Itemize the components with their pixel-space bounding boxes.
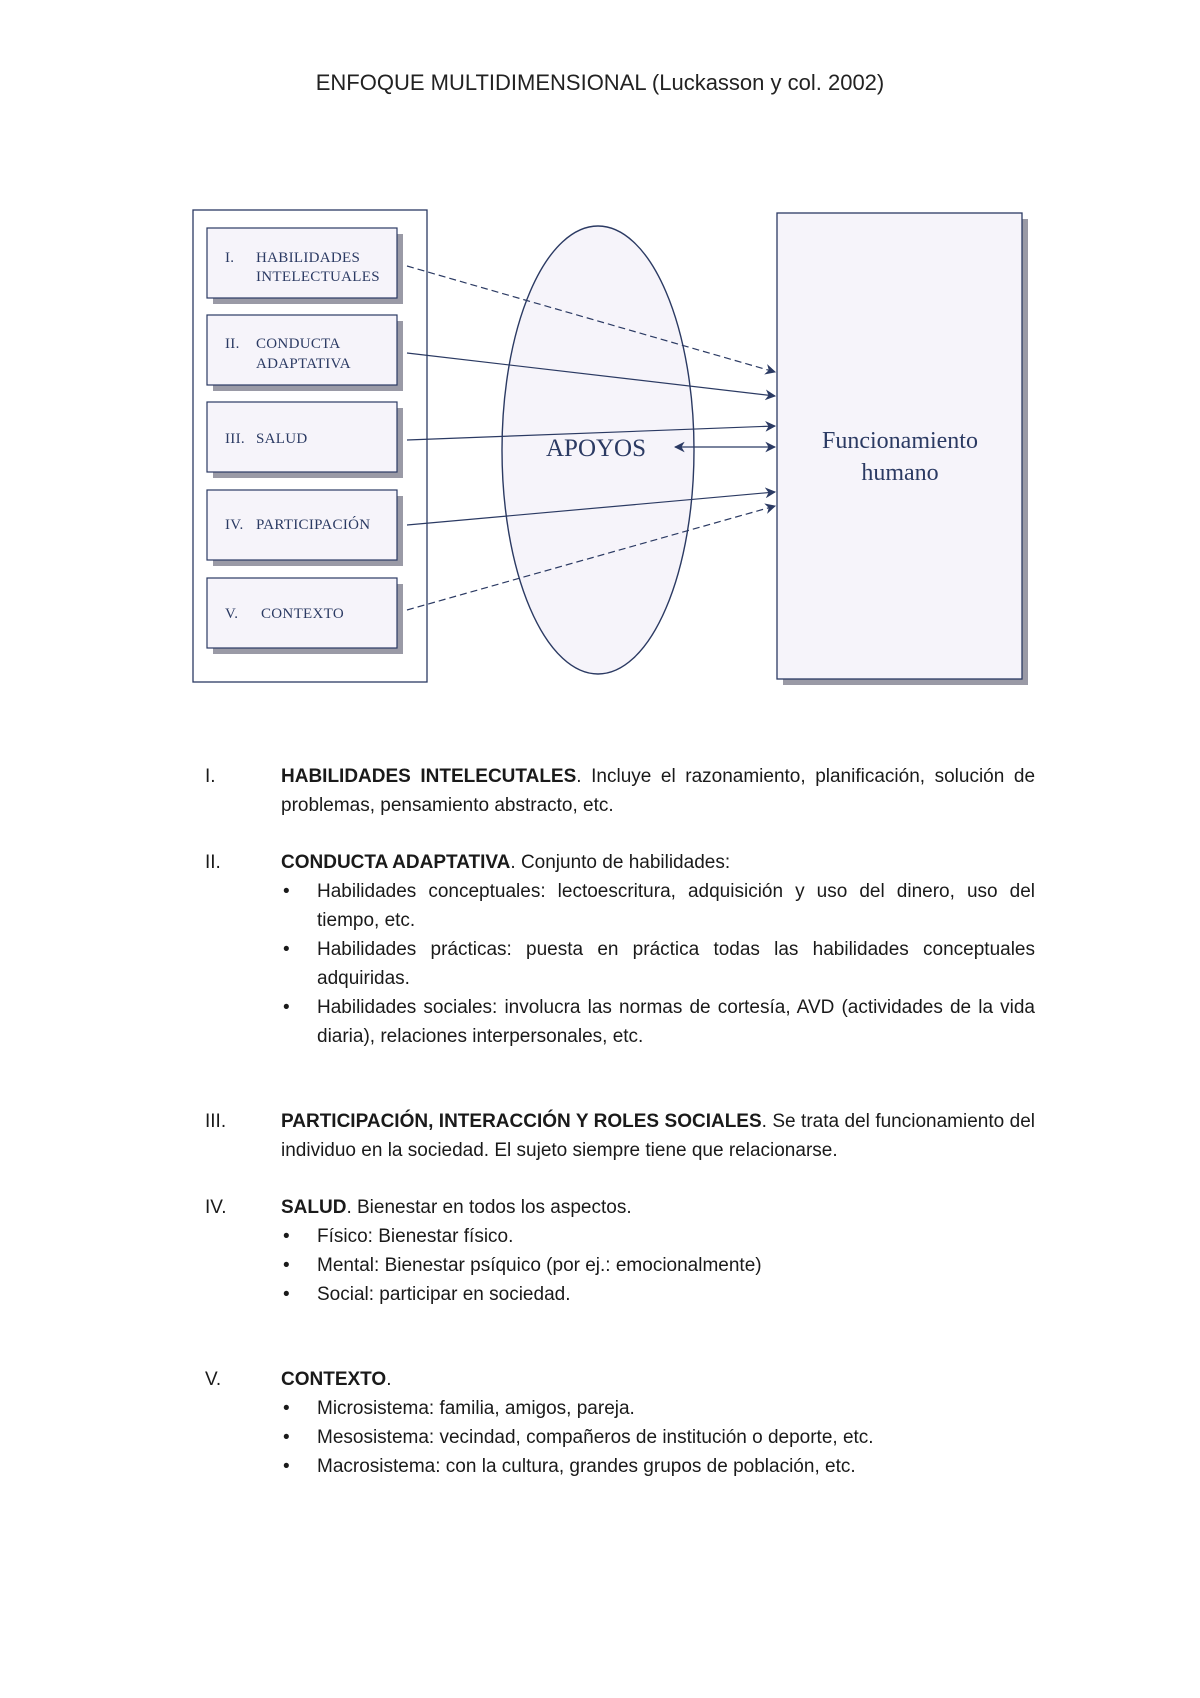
human-functioning-box — [777, 213, 1028, 685]
section-numeral: II. — [205, 852, 221, 873]
dimension-numeral-1: I. — [225, 250, 235, 266]
dimension-label-1b: INTELECTUALES — [256, 269, 380, 285]
list-item: • Habilidades conceptuales: lectoescritura, adquisición y uso del dinero, uso del tiempo, etc. — [283, 881, 1035, 931]
section-3 — [205, 1107, 1035, 1165]
bullet-list — [281, 877, 1035, 1051]
section-numeral: V. — [205, 1369, 222, 1390]
outcome-label-line2: humano — [861, 460, 939, 486]
dimension-label-3: SALUD — [256, 431, 308, 447]
section-numeral: III. — [205, 1111, 227, 1132]
section-heading: SALUD — [281, 1197, 347, 1218]
dimension-numeral-4: IV. — [225, 517, 244, 533]
dimension-box-4 — [207, 490, 403, 566]
sections-list — [205, 762, 1035, 1509]
dimension-label-4: PARTICIPACIÓN — [256, 517, 371, 533]
section-text: . — [386, 1369, 392, 1390]
section-text: . Bienestar en todos los aspectos. — [346, 1197, 632, 1218]
list-item: • Habilidades sociales: involucra las normas de cortesía, AVD (actividades de la vida diaria), relaciones interpersonales, etc. — [283, 997, 1035, 1047]
section-heading: CONDUCTA ADAPTATIVA — [281, 852, 511, 873]
section-text: . Conjunto de habilidades: — [510, 852, 731, 873]
dimension-box-1 — [207, 228, 403, 304]
list-item: • Social: participar en sociedad. — [283, 1284, 571, 1305]
bullet-list — [281, 1222, 1035, 1309]
list-item: • Físico: Bienestar físico. — [283, 1226, 514, 1247]
section-text: . Incluye el razonamiento, planificación, solución de problemas, pensamiento abstracto, etc. — [281, 766, 1036, 816]
list-item: • Mesosistema: vecindad, compañeros de institución o deporte, etc. — [283, 1427, 874, 1448]
dimension-box-2 — [207, 315, 403, 391]
dimension-box-3 — [207, 402, 403, 478]
section-heading: HABILIDADES INTELECUTALES — [281, 766, 577, 787]
dimension-numeral-5: V. — [225, 606, 239, 622]
section-numeral: IV. — [205, 1197, 227, 1218]
list-item: • Mental: Bienestar psíquico (por ej.: emocionalmente) — [283, 1255, 762, 1276]
section-4 — [205, 1193, 1035, 1309]
list-item: • Habilidades prácticas: puesta en práctica todas las habilidades conceptuales adquiridas. — [283, 939, 1035, 989]
section-heading: CONTEXTO — [281, 1369, 387, 1390]
section-2 — [205, 848, 1035, 1051]
supports-label: APOYOS — [545, 435, 647, 462]
list-item: • Macrosistema: con la cultura, grandes grupos de población, etc. — [283, 1456, 856, 1477]
dimension-numeral-2: II. — [225, 336, 240, 352]
section-5 — [205, 1365, 1035, 1481]
dimension-label-2a: CONDUCTA — [256, 336, 341, 352]
dimension-label-2b: ADAPTATIVA — [256, 356, 351, 372]
section-heading: PARTICIPACIÓN, INTERACCIÓN Y ROLES SOCIALES — [281, 1111, 762, 1132]
bullet-list — [281, 1394, 1035, 1481]
section-numeral: I. — [205, 766, 216, 787]
section-text: . Se trata del funcionamiento del individuo en la sociedad. El sujeto siempre tiene que relacionarse. — [281, 1111, 1035, 1161]
dimension-label-1a: HABILIDADES — [256, 250, 361, 266]
outcome-label-line1: Funcionamiento — [822, 428, 978, 454]
section-1 — [205, 762, 1035, 820]
dimension-numeral-3: III. — [225, 431, 245, 447]
dimension-box-5 — [207, 578, 403, 654]
page-title: ENFOQUE MULTIDIMENSIONAL (Luckasson y col. 2002) — [315, 70, 885, 95]
list-item: • Microsistema: familia, amigos, pareja. — [283, 1398, 635, 1419]
multidimensional-diagram — [0, 0, 1200, 720]
dimension-label-5: CONTEXTO — [261, 606, 344, 622]
